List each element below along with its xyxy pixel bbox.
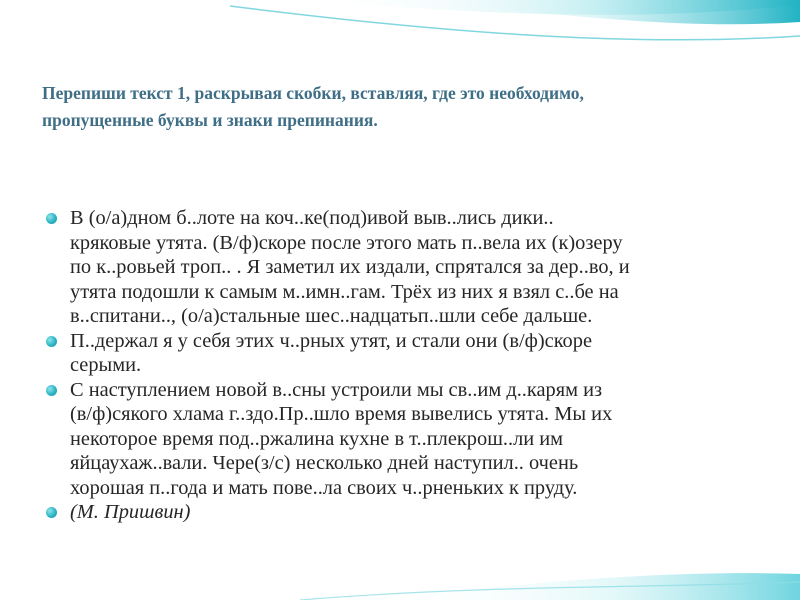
- list-item-author: [44, 500, 744, 525]
- list-item: [44, 378, 744, 501]
- text-line: (в/ф)сякого хлама г..здо.Пр..шло время вывелись утята. Мы их: [70, 403, 613, 425]
- text-line: хорошая п..года и мать пове..ла своих ч..рненьких к пруду.: [70, 476, 578, 499]
- text-line: П..держал я у себя этих ч..рных утят, и стали они (в/ф)скоре: [70, 329, 593, 352]
- exercise-text-list: [44, 206, 744, 525]
- bullet-dot-icon: [46, 507, 57, 518]
- text-line: С наступлением новой в..сны устроили мы св..им д..карям из: [70, 378, 603, 401]
- text-line: некоторое время под..ржалина кухне в т..плекрош..ли им: [70, 427, 564, 450]
- slide-title: [42, 80, 762, 134]
- bullet-dot-icon: [46, 336, 57, 347]
- wave-top-band: [300, 0, 800, 15]
- paragraph-text: [70, 378, 744, 501]
- text-line: В (о/а)дном б..лоте на коч..ке(под)ивой выв..лись дики..: [70, 207, 554, 229]
- text-line: кряковые утята. (В/ф)скоре после этого мать п..вела их (к)озеру: [70, 231, 623, 254]
- wave-top-line: [230, 6, 800, 40]
- text-line: по к..ровьей троп.. . Я заметил их издали, спрятался за дер..во, и: [70, 256, 630, 278]
- author-attribution: [70, 500, 744, 525]
- text-line: яйцаухаж..вали. Чере(з/с) несколько дней наступил.. очень: [70, 452, 579, 474]
- paragraph-text: [70, 329, 744, 378]
- slide-title-line: пропущенные буквы и знаки препинания.: [42, 110, 378, 130]
- bullet-dot-icon: [46, 385, 57, 396]
- wave-bottom-band: [380, 573, 800, 600]
- text-line: серыми.: [70, 354, 142, 376]
- bullet-dot-icon: [46, 213, 57, 224]
- text-line: в..спитани.., (о/а)стальные шес..надцатьп..шли себе дальше.: [70, 305, 593, 327]
- slide-title-line: Перепиши текст 1, раскрывая скобки, вставляя, где это необходимо,: [42, 83, 584, 103]
- paragraph-text: [70, 206, 744, 329]
- text-line: утята подошли к самым м..имн..гам. Трёх из них я взял с..бе на: [70, 280, 619, 303]
- wave-bottom-line: [300, 582, 800, 600]
- list-item: [44, 329, 744, 378]
- wave-top-main: [420, 0, 800, 24]
- text-line: (М. Пришвин): [70, 501, 191, 523]
- list-item: [44, 206, 744, 329]
